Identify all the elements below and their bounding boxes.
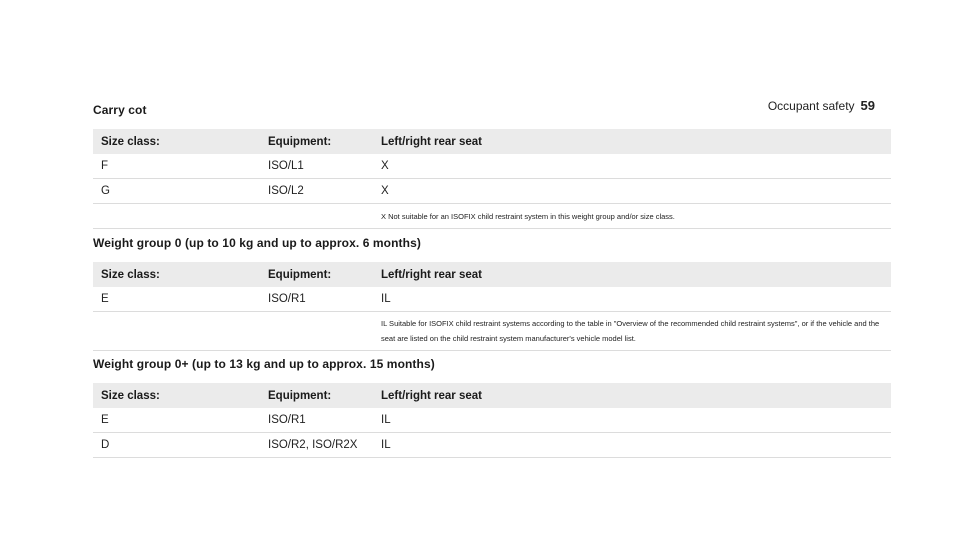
column-header: Equipment: [260,262,373,287]
empty-cell [260,312,373,351]
table-header-row [93,129,891,154]
table-row [93,408,891,433]
column-header: Equipment: [260,383,373,408]
column-header: Size class: [93,383,260,408]
section-title: Weight group 0+ (up to 13 kg and up to approx. 15 months) [93,357,435,371]
equipment-cell: ISO/L1 [260,154,373,179]
table-row [93,287,891,312]
table-row [93,154,891,179]
empty-cell [260,204,373,229]
weight-group-0plus-table [93,383,891,458]
seat-cell: X [373,154,891,179]
column-header: Left/right rear seat [373,262,891,287]
note-row [93,204,891,229]
weight-group-0plus-section [93,357,891,458]
size-class-cell: G [93,179,260,204]
column-header: Size class: [93,262,260,287]
seat-cell: IL [373,408,891,433]
empty-cell [93,204,260,229]
note-row [93,312,891,351]
empty-cell [93,312,260,351]
section-title: Weight group 0 (up to 10 kg and up to approx. 6 months) [93,236,421,250]
equipment-cell: ISO/L2 [260,179,373,204]
equipment-cell: ISO/R2, ISO/R2X [260,433,373,458]
column-header: Left/right rear seat [373,383,891,408]
seat-cell: X [373,179,891,204]
seat-cell: IL [373,287,891,312]
weight-group-0-table [93,262,891,351]
table-header-row [93,262,891,287]
page-number: 59 [860,98,875,113]
size-class-cell: E [93,408,260,433]
table-note: X Not suitable for an ISOFIX child restraint system in this weight group and/or size class. [373,204,891,229]
size-class-cell: D [93,433,260,458]
column-header: Left/right rear seat [373,129,891,154]
column-header: Size class: [93,129,260,154]
table-row [93,179,891,204]
size-class-cell: F [93,154,260,179]
equipment-cell: ISO/R1 [260,408,373,433]
section-title: Carry cot [93,103,147,117]
weight-group-0-section [93,236,891,351]
seat-cell: IL [373,433,891,458]
size-class-cell: E [93,287,260,312]
carry-cot-section [93,103,891,229]
column-header: Equipment: [260,129,373,154]
section-name: Occupant safety [767,99,855,113]
table-header-row [93,383,891,408]
equipment-cell: ISO/R1 [260,287,373,312]
carry-cot-table [93,129,891,229]
table-note: IL Suitable for ISOFIX child restraint systems according to the table in "Overview of the recommended child restraint systems", or if the vehicle and the seat are listed on the child restraint system manufacturer's vehicle model list. [373,312,891,351]
table-row [93,433,891,458]
